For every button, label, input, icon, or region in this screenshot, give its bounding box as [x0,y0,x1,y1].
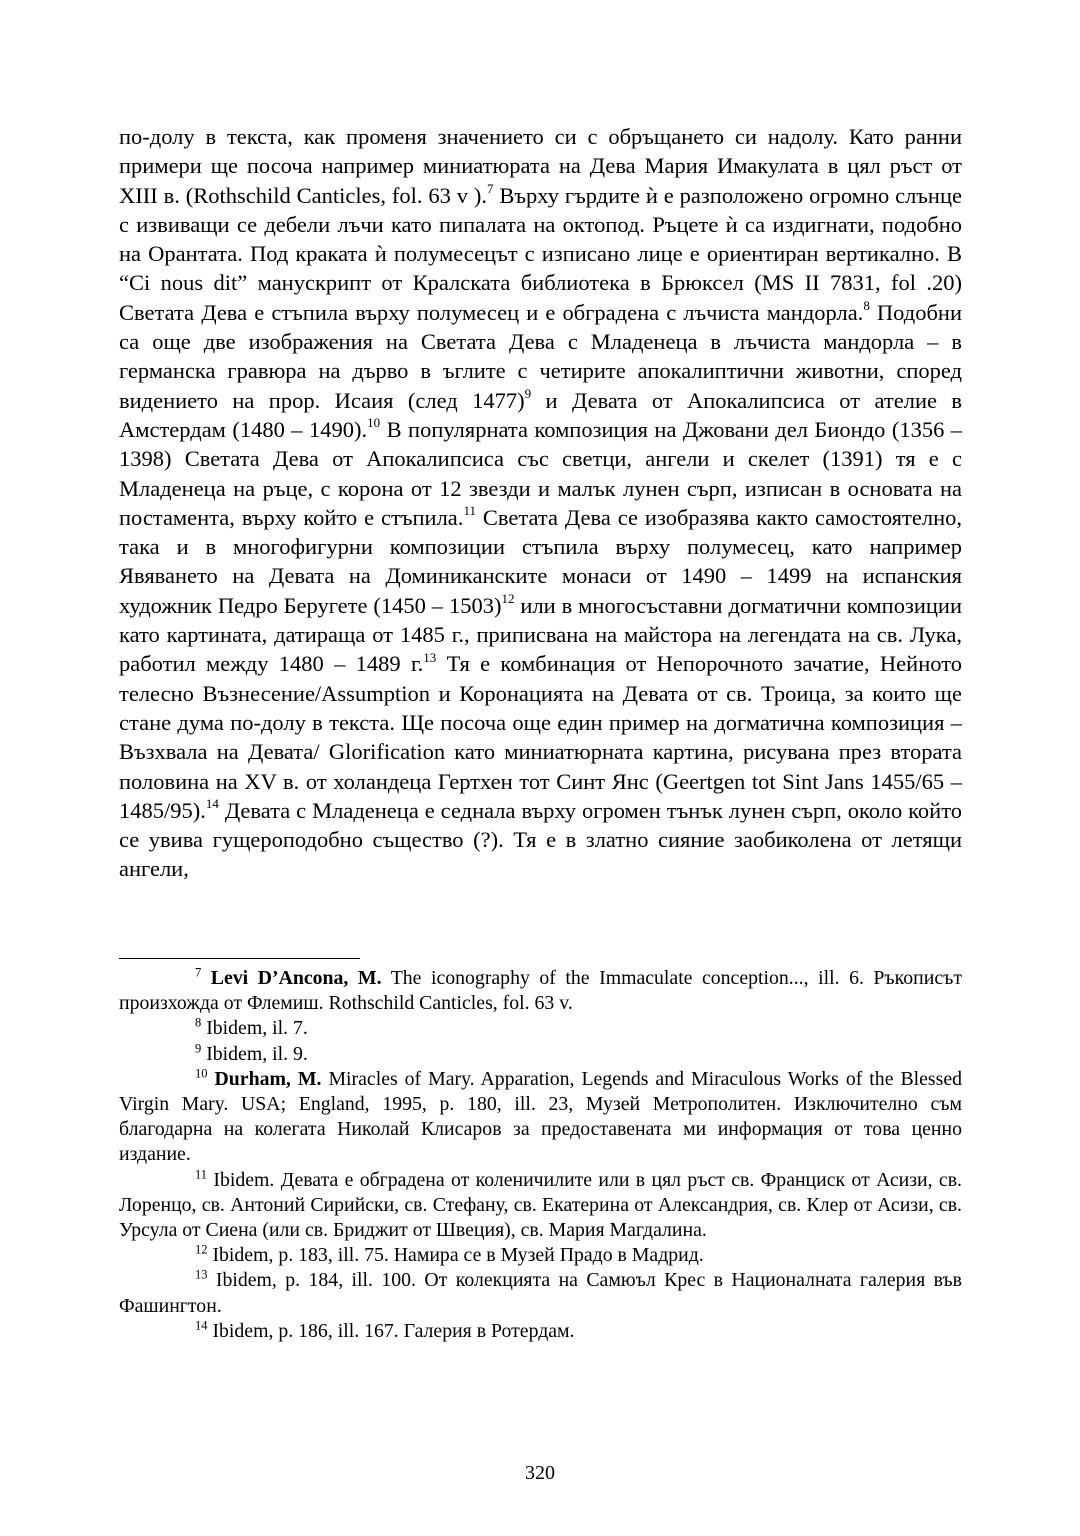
footnote-ref-8[interactable]: 8 [863,298,870,314]
footnote-11 [119,1168,962,1244]
body-text-segment: Тя е комбинация от Непорочното зачатие, Нейното телесно Възнесение/Assumption и Коронацията на Девата от св. Троица, за които ще стане дума по-долу в текста. Ще посоча още един пример на догматична композиция – Възхвала на Девата/ Glorification като миниатюрната картина, рисувана през втората половина на XV в. от холандеца Гертхен тот Синт Янс (Geertgen tot Sint Jans 1455/65 – 1485/95). [119,651,962,823]
footnote-ref-9[interactable]: 9 [524,386,532,402]
body-paragraph [119,122,962,884]
footnote-7 [119,966,962,1016]
footnote-ref-13[interactable]: 13 [423,649,437,665]
body-text-segment: Подобни са още две изображения на Светата Дева с Младенеца в лъчиста мандорла – в германска гравюра на дърво в ъглите с четирите апокалиптични животни, според видението на прор. Исаия (след 1477) [119,299,962,413]
footnote-number: 8 [195,1015,202,1030]
footnote-text: The iconography of the Immaculate conception..., ill. 6. Ръкописът произхожда от Флемиш. Rothschild Canticles, fol. 63 v. [119,967,962,1015]
body-text-segment: Върху гърдите ѝ е разположено огромно слънце с извиващи се дебели лъчи като пипалата на октопод. Ръцете ѝ са издигнати, подобно на Орантата. Под краката ѝ полумесецът с изписано лице е ориентиран вертикално. В “Ci nous dit” манускрипт от Кралската библиотека в Брюксел (MS II 7831, fol .20) Светата Дева е стъпила върху полумесец и е обградена с лъчиста мандорла. [119,182,962,325]
footnote-ref-10[interactable]: 10 [367,415,381,431]
footnote-number: 9 [195,1041,202,1056]
footnote-12 [119,1243,962,1268]
footnote-text: Ibidem, il. 7. [201,1017,308,1040]
footnote-number: 7 [195,965,202,980]
footnote-number: 12 [195,1242,208,1257]
body-text-segment: В популярната композиция на Джовани дел Биондо (1356 – 1398) Светата Дева от Апокалипсиса със светци, ангели и скелет (1391) тя е с Младенеца на ръце, с корона от 12 звезди и малък лунен сърп, изписан в основата на постамента, върху който е стъпила. [119,416,963,530]
footnote-author: Levi D’Ancona, M. [210,967,382,989]
footnote-text: Ibidem, p. 183, ill. 75. Намира се в Музей Прадо в Мадрид. [207,1244,704,1267]
footnote-9 [119,1042,962,1067]
footnotes-section [119,966,962,1344]
footnote-text: Miracles of Mary. Apparation, Legends and Miraculous Works of the Blessed Virgin Mary. USA; England, 1995, p. 180, ill. 23, Музей Метрополитен. Изключително съм благодарна на колегата Николай Клисаров за предоставената ми информация от това ценно издание. [119,1067,962,1166]
footnote-separator [119,958,360,959]
footnote-text: Ibidem, il. 9. [201,1042,308,1065]
footnote-ref-7[interactable]: 7 [487,181,494,197]
page-number: 320 [525,1462,555,1484]
footnote-ref-11[interactable]: 11 [463,503,476,519]
footnote-number: 13 [195,1267,208,1282]
footnote-8 [119,1016,962,1041]
footnote-text: Ibidem, p. 186, ill. 167. Галерия в Ротердам. [207,1319,575,1342]
footnote-text: Ibidem. Девата е обградена от коленичилите или в цял ръст св. Франциск от Асизи, св. Лоренцо, св. Антоний Сирийски, св. Стефану, св. Екатерина от Александрия, св. Клер от Асизи, св. Урсула от Сиена (или св. Бриджит от Швеция), св. Мария Магдалина. [119,1168,962,1242]
body-text-segment: и Девата от Апокалипсиса от ателие в Амстердам (1480 – 1490). [119,387,962,442]
body-text-segment: или в многосъставни догматични композиции като картината, датираща от 1485 г., приписвана на майстора на легендата на св. Лука, работил между 1480 – 1489 г. [119,592,962,677]
footnote-14 [119,1319,962,1344]
footnote-author: Durham, M. [214,1067,322,1090]
footnote-ref-14[interactable]: 14 [205,796,219,812]
footnote-13 [119,1268,962,1318]
body-text-segment: по-долу в текста, как променя значението си с обръщането си надолу. Като ранни примери ще посоча например миниатюрата на Дева Мария Имакулата в цял ръст от XIII в. (Rothschild Canticles, fol. 63 v ). [119,124,962,208]
footnote-10 [119,1067,962,1168]
body-text-segment: Девата с Младенеца е седнала върху огромен тънък лунен сърп, около който се увива гущероподобно същество (?). Тя е в златно сияние заобиколена от летящи ангели, [119,797,962,882]
body-text-segment: Светата Дева се изобразява както самостоятелно, така и в многофигурни композиции стъпила върху полумесец, като например Явяването на Девата на Доминиканските монаси от 1490 – 1499 на испанския художник Педро Беругете (1450 – 1503) [119,504,962,618]
footnote-number: 14 [195,1318,208,1333]
footnote-ref-12[interactable]: 12 [501,591,515,607]
footnote-number: 10 [195,1066,208,1081]
footnote-number: 11 [195,1167,208,1182]
footnote-text: Ibidem, p. 184, ill. 100. От колекцията на Самюъл Крес в Националната галерия във Фашингтон. [119,1269,962,1317]
